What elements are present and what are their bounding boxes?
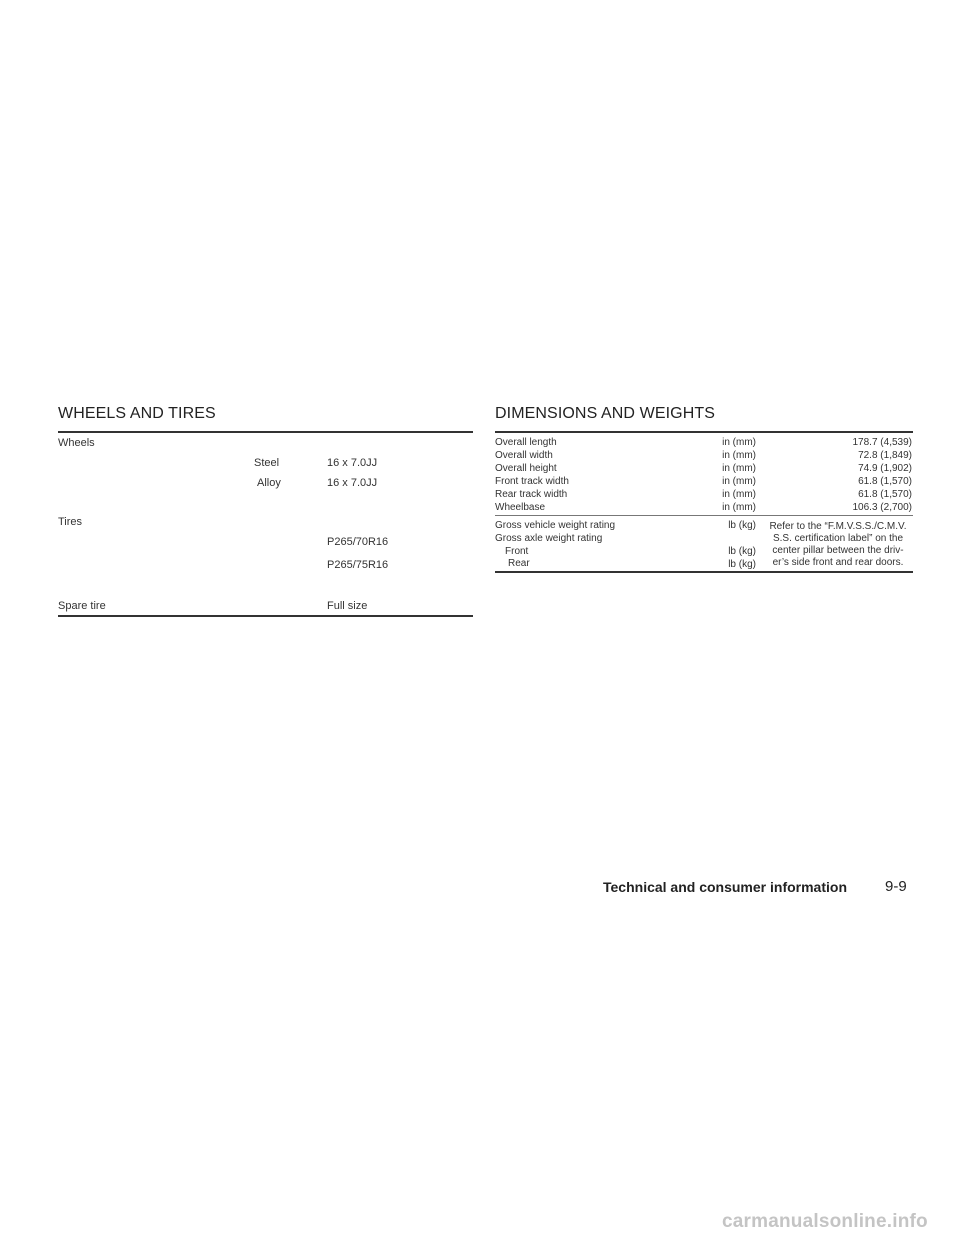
tires-label: Tires <box>58 516 83 528</box>
front-axle-unit: lb (kg) <box>728 546 756 557</box>
spare-tire-value: Full size <box>327 600 368 612</box>
dimensions-title: DIMENSIONS AND WEIGHTS <box>495 405 715 422</box>
rear-axle-unit: lb (kg) <box>728 559 756 570</box>
dimension-value: 178.7 (4,539) <box>852 437 912 448</box>
dimensions-divider <box>495 515 913 516</box>
dimension-label: Rear track width <box>495 489 568 500</box>
dimension-value: 61.8 (1,570) <box>858 489 912 500</box>
front-axle-label: Front <box>505 546 529 557</box>
note-line: S.S. certification label” on the <box>772 533 904 544</box>
dimension-unit: in (mm) <box>722 489 756 500</box>
dimension-value: 74.9 (1,902) <box>858 463 912 474</box>
dimension-label: Overall width <box>495 450 553 461</box>
dimension-unit: in (mm) <box>722 502 756 513</box>
dimension-unit: in (mm) <box>722 463 756 474</box>
gvwr-unit: lb (kg) <box>728 520 756 531</box>
alloy-label: Alloy <box>257 477 281 489</box>
dimension-label: Front track width <box>495 476 569 487</box>
gawr-label: Gross axle weight rating <box>495 533 603 544</box>
dimension-label: Wheelbase <box>495 502 546 513</box>
dimension-value: 106.3 (2,700) <box>852 502 912 513</box>
dimension-label: Overall height <box>495 463 557 474</box>
wheels-tires-title: WHEELS AND TIRES <box>58 405 216 422</box>
dimension-value: 61.8 (1,570) <box>858 476 912 487</box>
footer-page-number: 9-9 <box>885 878 907 895</box>
note-line: Refer to the “F.M.V.S.S./C.M.V. <box>769 521 907 532</box>
spare-tire-label: Spare tire <box>58 600 106 612</box>
steel-label: Steel <box>254 457 280 469</box>
dimensions-bottom-rule <box>495 571 913 573</box>
alloy-value: 16 x 7.0JJ <box>327 477 378 489</box>
footer-chapter-title: Technical and consumer information <box>603 879 848 895</box>
note-line: center pillar between the driv- <box>772 545 904 556</box>
weight-rating-note <box>762 521 914 569</box>
tire-size-1: P265/70R16 <box>327 536 389 548</box>
dimensions-top-rule <box>495 431 913 433</box>
wheels-label: Wheels <box>58 437 95 449</box>
dimension-label: Overall length <box>495 437 557 448</box>
note-line: er’s side front and rear doors. <box>772 557 904 568</box>
gvwr-label: Gross vehicle weight rating <box>495 520 616 531</box>
tire-size-2: P265/75R16 <box>327 559 389 571</box>
rear-axle-label: Rear <box>508 558 530 569</box>
wheels-tires-bottom-rule <box>58 615 473 617</box>
watermark: carmanualsonline.info <box>722 1211 928 1232</box>
dimension-value: 72.8 (1,849) <box>858 450 912 461</box>
steel-value: 16 x 7.0JJ <box>327 457 378 469</box>
dimension-unit: in (mm) <box>722 450 756 461</box>
dimension-unit: in (mm) <box>722 476 756 487</box>
wheels-tires-top-rule <box>58 431 473 433</box>
dimension-unit: in (mm) <box>722 437 756 448</box>
